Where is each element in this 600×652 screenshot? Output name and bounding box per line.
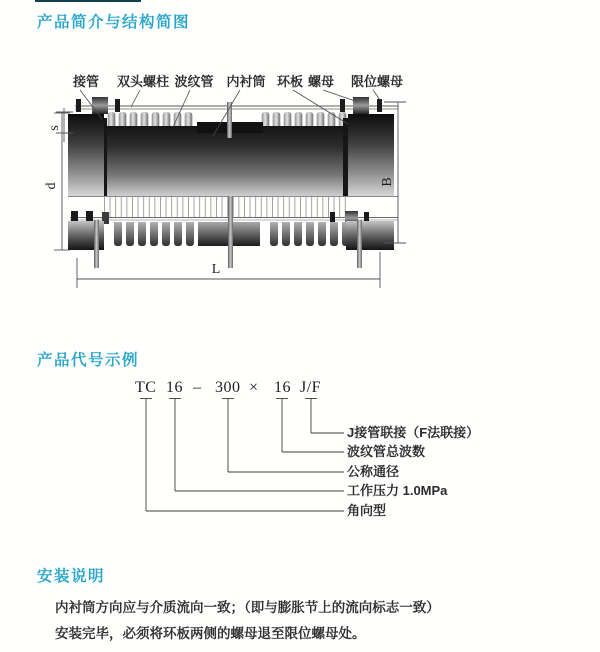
tie-rod-top (75, 97, 398, 114)
left-pipe-end (68, 114, 104, 196)
code-token-series: TC (135, 379, 157, 396)
section-title-install: 安装说明 (37, 568, 106, 585)
nut-large (353, 97, 369, 114)
dim-label-B: B (380, 177, 395, 187)
part-label-stud: 双头螺柱 (116, 74, 170, 89)
stud-left (94, 220, 99, 268)
stud-centre (228, 196, 233, 268)
code-token-diameter: 300 (215, 379, 241, 396)
install-notes (55, 595, 440, 647)
part-label-nut: 螺母 (307, 74, 335, 89)
limit-nut (377, 99, 382, 112)
dim-label-d: d (44, 182, 59, 190)
nut-small (76, 99, 81, 112)
right-pipe-end-lower (346, 221, 394, 250)
install-line-1: 内衬筒方向应与介质流向一致；（即与膨胀节上的流向标志一致） (55, 600, 440, 615)
bellows-left-lower (112, 222, 196, 246)
code-token-pressure: 16 (166, 379, 183, 396)
dim-label-s: s (47, 125, 62, 131)
code-annotation-type: 角向型 (347, 503, 387, 518)
code-token-waves: 16 (274, 379, 291, 396)
top-crop-bar (35, 0, 141, 2)
section-title-intro: 产品简介与结构简图 (37, 14, 191, 31)
code-annotation-pressure: 工作压力 1.0MPa (347, 483, 448, 498)
code-annotation-waves: 波纹管总波数 (347, 444, 426, 459)
part-label-inner-sleeve: 内衬筒 (226, 74, 266, 89)
nut-large (92, 97, 108, 114)
part-label-connection-pipe: 接管 (72, 74, 100, 89)
part-label-bellows: 波纹管 (174, 74, 214, 89)
part-label-ring-plate: 环板 (276, 74, 304, 89)
nut-small (115, 99, 120, 112)
dim-label-L: L (211, 262, 221, 277)
bellows-right-lower (268, 222, 352, 246)
code-token-dash: – (193, 379, 202, 396)
code-token-times: × (249, 379, 259, 396)
part-label-limit-nut: 限位螺母 (350, 74, 404, 89)
code-annotation-connection: J接管联接（F法联接） (347, 425, 480, 440)
code-annotation-diameter: 公称通径 (347, 464, 400, 479)
code-connector-lines (130, 396, 355, 521)
install-line-2: 安装完毕，必须将环板两侧的螺母退至限位螺母处。 (55, 626, 366, 641)
stud-right (357, 220, 362, 268)
nut-small (340, 99, 345, 112)
code-token-connection: J/F (300, 379, 322, 396)
dimension-d (54, 113, 70, 250)
section-title-code: 产品代号示例 (37, 352, 140, 369)
structure-diagram (40, 62, 465, 302)
